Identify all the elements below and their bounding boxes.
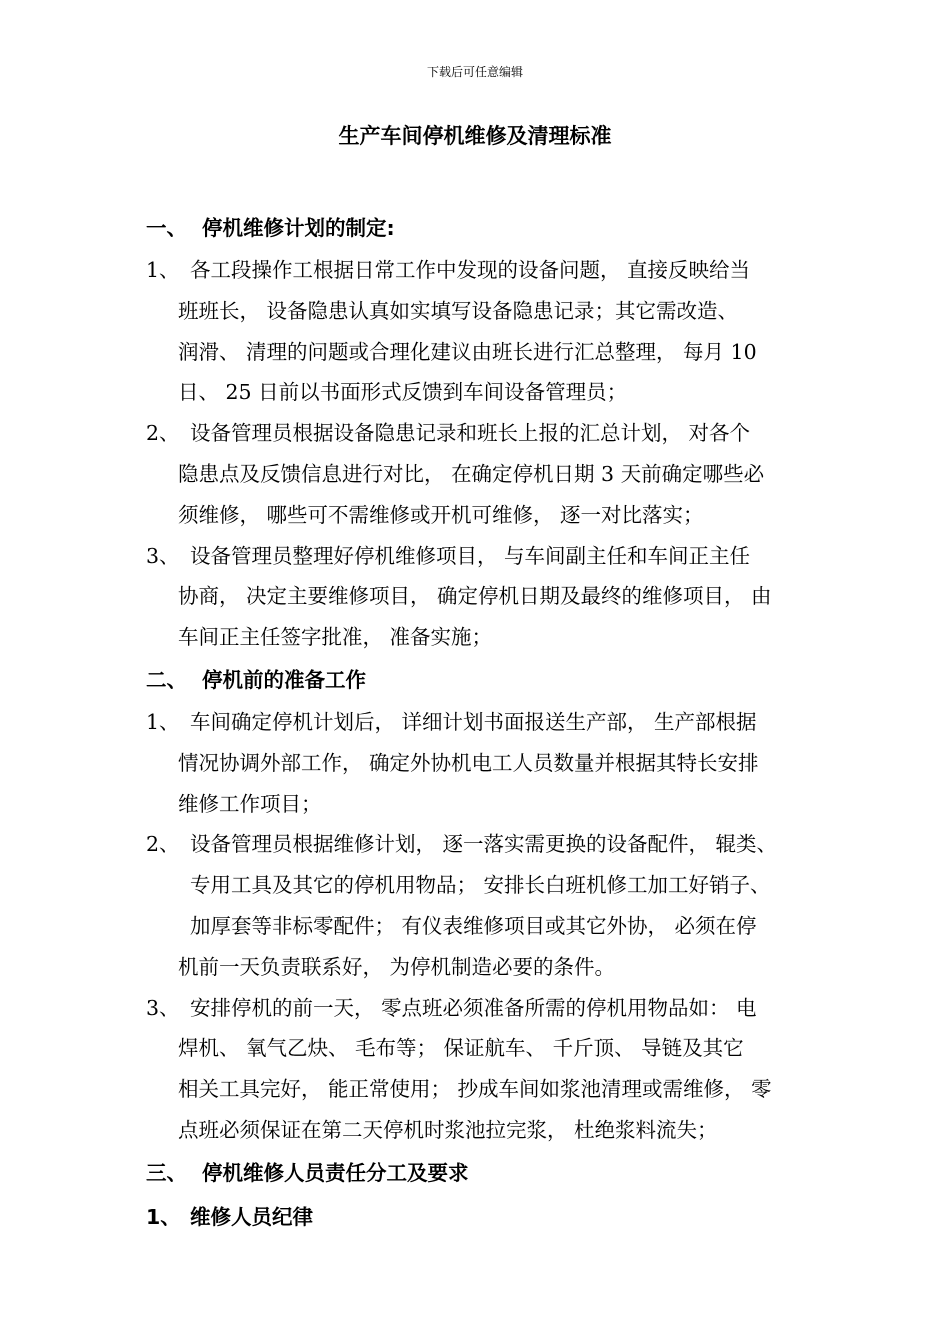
text-line: 设备管理员整理好停机维修项目， 与车间副主任和车间正主任 bbox=[190, 543, 751, 568]
subsection-number: 1、 bbox=[146, 1204, 181, 1229]
section-title: 停机前的准备工作 bbox=[202, 667, 366, 692]
text-line: 班班长， 设备隐患认真如实填写设备隐患记录；其它需改造、 bbox=[178, 298, 739, 323]
text-line: 加厚套等非标零配件； 有仪表维修项目或其它外协， 必须在停 bbox=[190, 913, 757, 938]
text-line: 须维修， 哪些可不需维修或开机可维修， 逐一对比落实； bbox=[178, 502, 704, 527]
text-line: 车间确定停机计划后， 详细计划书面报送生产部， 生产部根据 bbox=[190, 709, 757, 734]
text-line: 情况协调外部工作， 确定外协机电工人员数量并根据其特长安排 bbox=[178, 750, 759, 775]
section-heading bbox=[146, 1151, 846, 1195]
item-text bbox=[178, 988, 846, 1151]
list-item bbox=[146, 702, 846, 824]
text-line: 协商， 决定主要维修项目， 确定停机日期及最终的维修项目， 由 bbox=[178, 584, 772, 609]
text-line: 设备管理员根据设备隐患记录和班长上报的汇总计划， 对各个 bbox=[190, 421, 751, 446]
item-number: 1、 bbox=[146, 709, 180, 734]
text-line: 隐患点及反馈信息进行对比， 在确定停机日期 3 天前确定哪些必 bbox=[178, 461, 765, 486]
list-item bbox=[146, 413, 846, 535]
item-text bbox=[178, 702, 846, 824]
section-title: 停机维修计划的制定: bbox=[202, 216, 395, 240]
list-item bbox=[146, 824, 846, 987]
text-line: 各工段操作工根据日常工作中发现的设备问题， 直接反映给当 bbox=[190, 258, 751, 282]
document-body bbox=[146, 206, 846, 1239]
section-title: 停机维修人员责任分工及要求 bbox=[202, 1160, 469, 1185]
item-number: 3、 bbox=[146, 543, 180, 568]
text-line: 润滑、 清理的问题或合理化建议由班长进行汇总整理， 每月 10 bbox=[178, 339, 757, 364]
section-number: 三、 bbox=[146, 1160, 187, 1185]
document-title: 生产车间停机维修及清理标准 bbox=[338, 124, 612, 148]
item-text bbox=[178, 536, 846, 658]
text-line: 车间正主任签字批准， 准备实施； bbox=[178, 625, 493, 650]
item-text bbox=[178, 413, 846, 535]
text-line: 安排停机的前一天， 零点班必须准备所需的停机用物品如： 电 bbox=[190, 995, 757, 1020]
section-heading bbox=[146, 658, 846, 702]
header-note: 下载后可任意编辑 bbox=[426, 65, 523, 79]
text-line: 点班必须保证在第二天停机时浆池拉完浆， 杜绝浆料流失； bbox=[178, 1117, 718, 1142]
subsection-title: 维修人员纪律 bbox=[190, 1204, 313, 1229]
text-line: 设备管理员根据维修计划， 逐一落实需更换的设备配件， 辊类、 bbox=[190, 832, 778, 857]
item-number: 2、 bbox=[146, 421, 180, 446]
text-line: 相关工具完好， 能正常使用； 抄成车间如浆池清理或需维修， 零 bbox=[178, 1077, 772, 1102]
list-item bbox=[146, 536, 846, 658]
text-line: 专用工具及其它的停机用物品； 安排长白班机修工加工好销子、 bbox=[190, 873, 771, 898]
section-number: 二、 bbox=[146, 667, 187, 692]
text-line: 焊机、 氧气乙炔、 毛布等； 保证航车、 千斤顶、 导链及其它 bbox=[178, 1036, 744, 1061]
item-number: 2、 bbox=[146, 832, 180, 857]
item-text bbox=[178, 824, 846, 987]
text-line: 机前一天负责联系好， 为停机制造必要的条件。 bbox=[178, 954, 616, 979]
text-line: 日、 25 日前以书面形式反馈到车间设备管理员； bbox=[178, 380, 628, 405]
item-number: 3、 bbox=[146, 995, 180, 1020]
section-heading bbox=[146, 206, 846, 250]
item-text bbox=[178, 250, 846, 413]
item-number: 1、 bbox=[146, 258, 180, 282]
subsection-heading bbox=[146, 1195, 846, 1239]
section-number: 一、 bbox=[146, 216, 187, 240]
text-line: 维修工作项目； bbox=[178, 791, 322, 816]
list-item bbox=[146, 988, 846, 1151]
list-item bbox=[146, 250, 846, 413]
